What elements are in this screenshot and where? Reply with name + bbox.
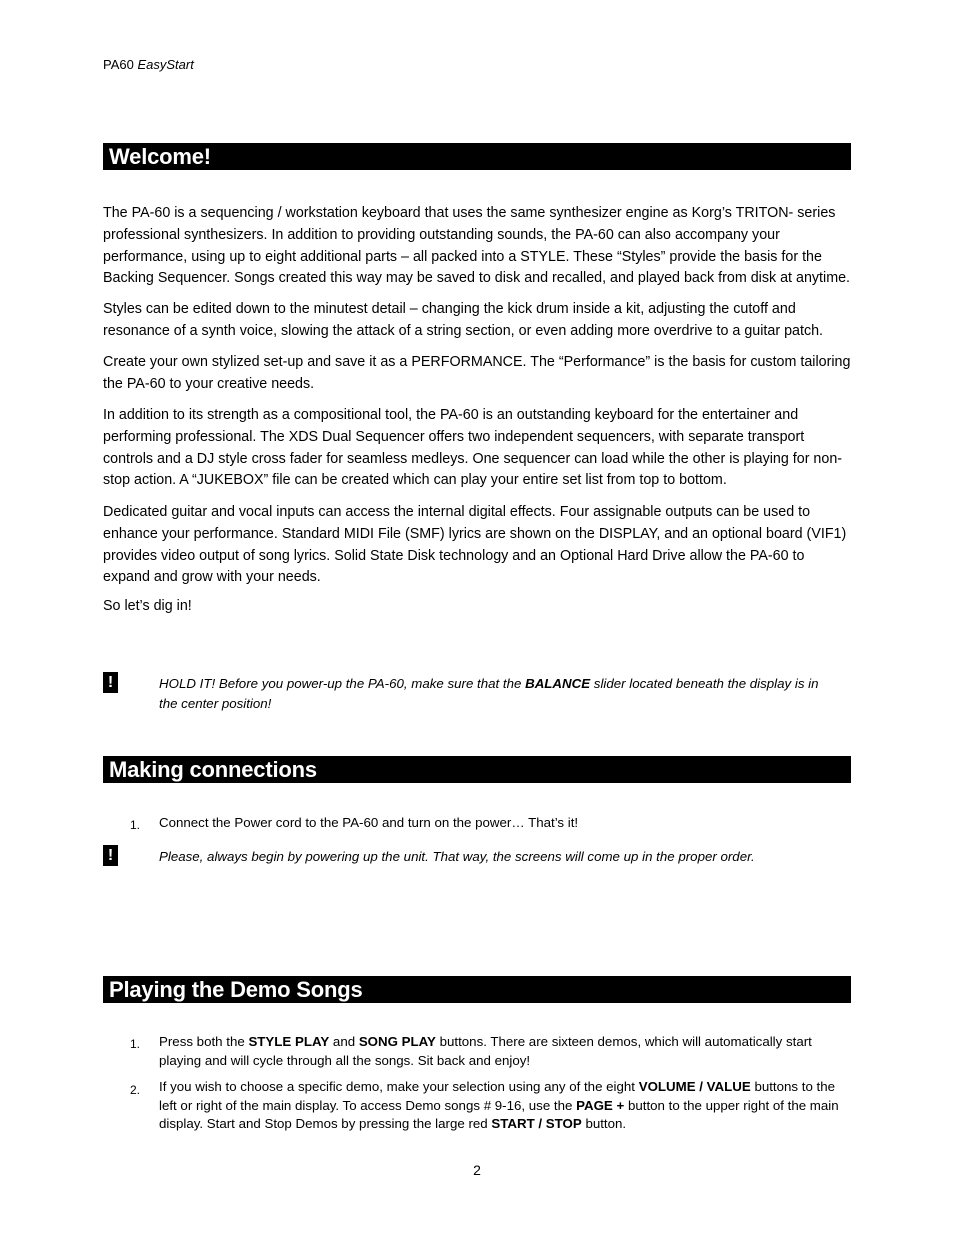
warning-icon: !	[103, 845, 118, 866]
step-number: 2.	[130, 1083, 141, 1097]
text: buttons. There are sixteen demos, which will automatically start playing and will cycle through all the songs. Sit back and enjoy!	[159, 1034, 812, 1068]
page-header	[103, 57, 194, 72]
button-ref-style-play: STYLE PLAY	[248, 1034, 330, 1049]
button-ref-start-stop: START / STOP	[491, 1116, 582, 1131]
paragraph-intro: The PA-60 is a sequencing / workstation keyboard that uses the same synthesizer engine as Korg’s TRITON- series professional synthesizers. In addition to providing outstanding sounds, the PA-60 can also accompany your performance, using up to eight additional parts – all packed into a STYLE. These “Styles” provide the basis for the Backing Sequencer. Songs created this way may be saved to disk and recalled, and played back from disk at anytime.	[103, 205, 851, 287]
button-ref-page-plus: PAGE +	[576, 1097, 625, 1113]
note-hold-it	[159, 674, 839, 714]
text: button.	[581, 1116, 627, 1131]
text: button to the upper right of the main display. Start and Stop Demos by pressing the large red	[159, 1097, 839, 1131]
paragraph-dig-in: So let’s dig in!	[103, 598, 192, 614]
page-number: 2	[473, 1162, 481, 1178]
button-ref-volume-value: VOLUME / VALUE	[638, 1079, 751, 1094]
section-heading-demo: Playing the Demo Songs	[103, 976, 851, 1003]
step-text: Connect the Power cord to the PA-60 and turn on the power… That’s it!	[159, 815, 579, 830]
note-hold-text: HOLD IT! Before you power-up the PA-60, make sure that the	[159, 676, 526, 691]
note-hold-bold: BALANCE	[525, 676, 591, 691]
text: and	[329, 1034, 359, 1049]
paragraph-performance: Create your own stylized set-up and save it as a PERFORMANCE. The “Performance” is the basis for custom tailoring the PA-60 to your creative needs.	[103, 354, 851, 392]
step-number: 1.	[130, 1037, 141, 1051]
button-ref-song-play: SONG PLAY	[358, 1034, 436, 1049]
step-number: 1.	[130, 818, 141, 832]
note-hold-text-end: slider located beneath the display is in the center position!	[159, 676, 819, 711]
note-power-up: Please, always begin by powering up the unit. That way, the screens will come up in the proper order.	[159, 849, 755, 864]
header-model: PA60	[103, 57, 134, 72]
paragraph-inputs: Dedicated guitar and vocal inputs can access the internal digital effects. Four assignable outputs can be used to enhance your performance. Standard MIDI File (SMF) lyrics are shown on the DISPLAY, and an optional board (VIF1) provides video output of song lyrics. Solid State Disk technology and an Optional Hard Drive allow the PA-60 to expand and grow with your needs.	[103, 504, 847, 586]
warning-icon: !	[103, 672, 118, 693]
text: If you wish to choose a specific demo, make your selection using any of the eight	[159, 1079, 639, 1094]
section-heading-welcome: Welcome!	[103, 143, 851, 170]
demo-step-1	[159, 1033, 851, 1070]
paragraph-compositional: In addition to its strength as a compositional tool, the PA-60 is an outstanding keyboard for the entertainer and performing professional. The XDS Dual Sequencer offers two independent sequencers, with separate transport controls and a DJ style cross fader for seamless medleys. One sequencer can load while the other is playing for non-stop action. A “JUKEBOX” file can be created which can play your entire set list from top to bottom.	[103, 407, 843, 489]
demo-step-2	[159, 1078, 851, 1134]
text: buttons to the left or right of the main display. To access Demo songs # 9-16, use the	[159, 1079, 836, 1113]
paragraph-styles: Styles can be edited down to the minutest detail – changing the kick drum inside a kit, adjusting the cutoff and resonance of a synth voice, slowing the attack of a string section, or even adding more overdrive to a guitar patch.	[103, 301, 824, 339]
text: Press both the	[159, 1034, 249, 1049]
header-title: EasyStart	[137, 57, 194, 72]
section-heading-connections: Making connections	[103, 756, 851, 783]
